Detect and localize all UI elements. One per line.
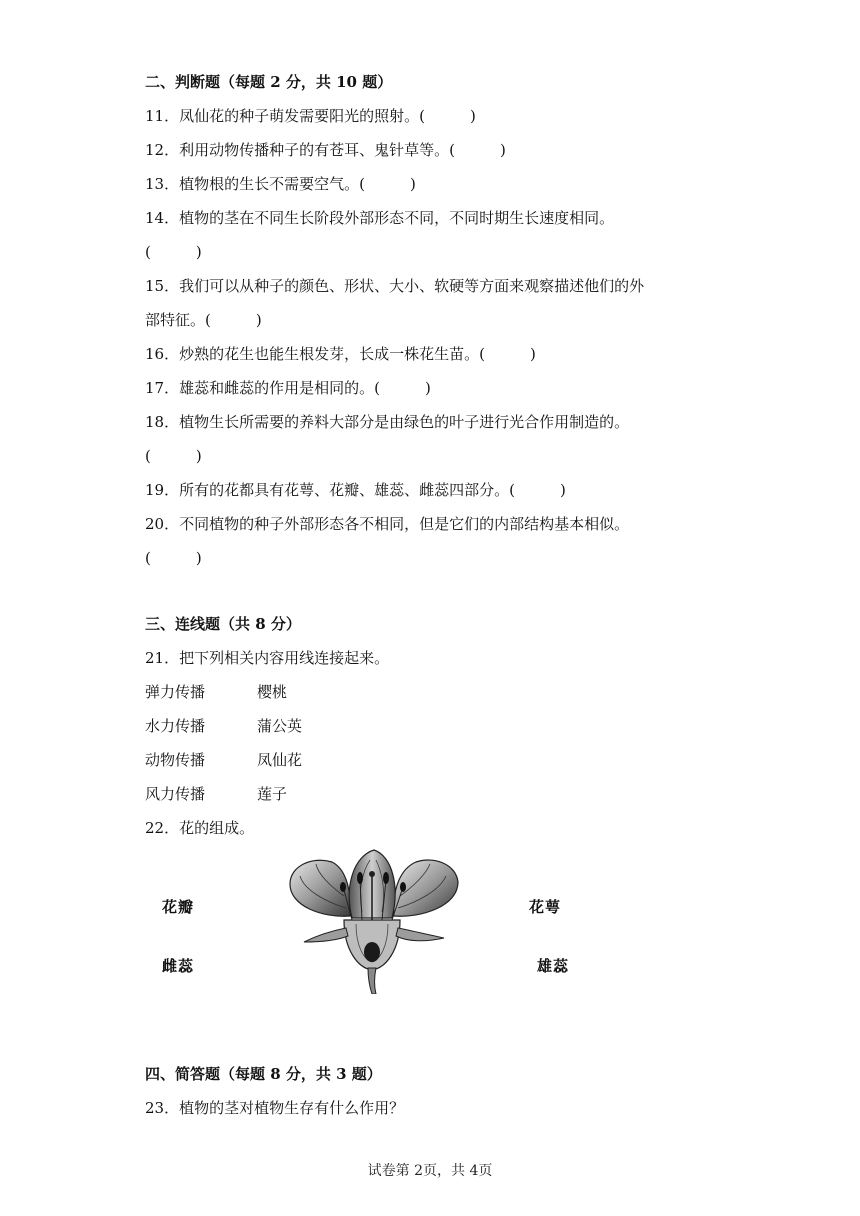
label-pistil: 雌蕊 bbox=[162, 957, 195, 975]
match-row bbox=[145, 750, 303, 770]
question-16: 16．炒熟的花生也能生根发芽，长成一株花生苗。( ) bbox=[145, 345, 536, 363]
match-left-item: 动物传播 bbox=[145, 751, 206, 769]
match-row bbox=[145, 784, 288, 804]
match-left-item: 风力传播 bbox=[145, 785, 206, 803]
question-17: 17．雄蕊和雌蕊的作用是相同的。( ) bbox=[145, 379, 431, 397]
section-4-title: 四、简答题（每题 8 分，共 3 题） bbox=[145, 1065, 382, 1083]
question-21: 21．把下列相关内容用线连接起来。 bbox=[145, 649, 390, 667]
question-14-answer-blank: ( ) bbox=[145, 243, 202, 261]
question-22: 22．花的组成。 bbox=[145, 819, 255, 837]
match-right-item: 凤仙花 bbox=[257, 751, 303, 769]
question-18-answer-blank: ( ) bbox=[145, 447, 202, 465]
question-13: 13．植物根的生长不需要空气。( ) bbox=[145, 175, 416, 193]
match-row bbox=[145, 682, 288, 702]
match-right-item: 莲子 bbox=[257, 785, 288, 803]
question-20: 20．不同植物的种子外部形态各不相同，但是它们的内部结构基本相似。 bbox=[145, 515, 630, 533]
question-14: 14．植物的茎在不同生长阶段外部形态不同，不同时期生长速度相同。 bbox=[145, 209, 615, 227]
section-3-title: 三、连线题（共 8 分） bbox=[145, 615, 301, 633]
question-11: 11．凤仙花的种子萌发需要阳光的照射。( ) bbox=[145, 107, 476, 125]
question-20-answer-blank: ( ) bbox=[145, 549, 202, 567]
question-19: 19．所有的花都具有花萼、花瓣、雄蕊、雌蕊四部分。( ) bbox=[145, 481, 566, 499]
match-row bbox=[145, 716, 303, 736]
question-18: 18．植物生长所需要的养料大部分是由绿色的叶子进行光合作用制造的。 bbox=[145, 413, 630, 431]
match-left-item: 弹力传播 bbox=[145, 683, 206, 701]
match-left-item: 水力传播 bbox=[145, 717, 206, 735]
question-23: 23．植物的茎对植物生存有什么作用？ bbox=[145, 1099, 405, 1117]
match-right-item: 樱桃 bbox=[257, 683, 288, 701]
flower-cross-section-image bbox=[282, 846, 462, 994]
section-2-title: 二、判断题（每题 2 分，共 10 题） bbox=[145, 73, 393, 91]
page-footer: 试卷第 2页，共 4页 bbox=[367, 1163, 493, 1179]
question-15-continued: 部特征。( ) bbox=[145, 311, 262, 329]
label-stamen: 雄蕊 bbox=[537, 957, 570, 975]
label-petal: 花瓣 bbox=[162, 898, 195, 916]
question-15: 15．我们可以从种子的颜色、形状、大小、软硬等方面来观察描述他们的外 bbox=[145, 277, 645, 295]
question-12: 12．利用动物传播种子的有苍耳、鬼针草等。( ) bbox=[145, 141, 506, 159]
match-right-item: 蒲公英 bbox=[257, 717, 303, 735]
label-sepal: 花萼 bbox=[529, 898, 562, 916]
